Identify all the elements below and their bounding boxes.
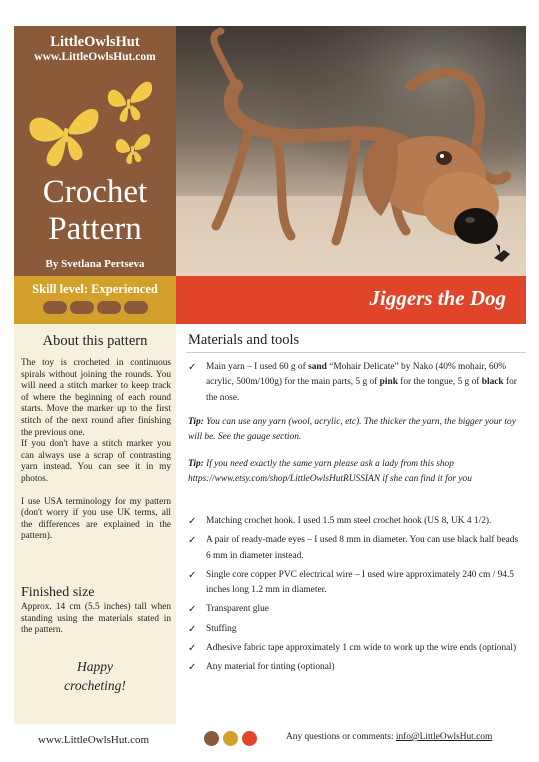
footer-dots: [204, 731, 257, 746]
list-item-text: Stuffing: [206, 623, 237, 634]
list-item: [186, 660, 522, 675]
happy-crocheting: [14, 657, 176, 695]
list-item-text: Matching crochet hook. I used 1.5 mm steel crochet hook (US 8, UK 4 1/2).: [206, 516, 492, 526]
brand-panel: [14, 26, 176, 276]
list-item: [186, 641, 522, 656]
list-item: [186, 568, 522, 599]
list-item-text: Adhesive fabric tape approximately 1 cm wide to work up the wire ends (optional): [206, 643, 517, 654]
materials-list-yarn: [186, 360, 522, 410]
contact-email-link[interactable]: info@LittleOwlsHut.com: [395, 732, 493, 742]
skill-pill: [43, 301, 67, 314]
check-icon: ✓: [188, 623, 197, 635]
about-title: About this pattern: [42, 333, 148, 349]
brand-name: LittleOwlsHut: [50, 34, 140, 50]
happy-line-2: crocheting!: [64, 678, 126, 693]
butterflies-icon: [14, 70, 176, 190]
yarn-text: for the tongue, 5 g of: [397, 377, 482, 388]
dog-photo: [176, 26, 526, 276]
title-line-1: Crochet: [42, 174, 148, 210]
mustard-dot-icon: [223, 731, 238, 746]
list-item-text: Single core copper PVC electrical wire – I used wire approximately 240 cm / 94.5 inches long 1.2 mm in diameter.: [206, 569, 514, 596]
list-item-text: Any material for tinting (optional): [206, 662, 335, 673]
butterfly-small-icon: [108, 82, 152, 122]
check-icon: ✓: [188, 604, 197, 616]
about-paragraph-2: If you don't have a stitch marker you can always use a scrap of contrasting yarn instead. You can see it in my photos.: [21, 439, 171, 484]
tip-shop: [188, 457, 521, 488]
footer-url[interactable]: www.LittleOwlsHut.com: [38, 734, 150, 746]
yarn-color-sand: sand: [308, 362, 327, 372]
footer-contact: [286, 732, 492, 742]
finished-size-title: Finished size: [21, 585, 95, 600]
check-icon: ✓: [188, 569, 197, 581]
check-icon: ✓: [188, 516, 197, 527]
yarn-color-black: black: [481, 377, 504, 388]
skill-level-label: Skill level: Experienced: [32, 282, 158, 296]
butterfly-large-icon: [29, 109, 98, 166]
tip-yarn: [188, 415, 521, 446]
skill-bar: [14, 276, 176, 324]
list-item: [186, 602, 522, 617]
butterfly-tiny-icon: [116, 134, 150, 164]
list-item: [186, 514, 522, 529]
red-dot-icon: [242, 731, 257, 746]
yarn-text: Main yarn – I used 60 g of: [206, 362, 309, 372]
finished-size-text: Approx. 14 cm (5.5 inches) tall when standing using the materials stated in the pattern.: [21, 602, 171, 636]
tip-label: Tip:: [188, 459, 204, 469]
tip-text: You can use any yarn (wool, acrylic, etc). The thicker the yarn, the bigger your toy will be. See the gauge section.: [188, 417, 516, 443]
check-icon: ✓: [188, 662, 197, 674]
left-sidebar: [14, 324, 176, 724]
about-paragraph-1: The toy is crocheted in continuous spirals without joining the rounds. You will need a stitch marker to keep track of where the beginning of each round starts. Move the marker up to the first stitch of the next round after finishing the previous one.: [21, 358, 171, 438]
list-item: [186, 533, 522, 564]
yarn-text: “Mohair Delicate” by Nako (40% mohair, 60% acrylic, 500m/100g) for the main parts, 5 g of: [206, 362, 507, 388]
divider: [186, 352, 526, 353]
list-item-text: Transparent glue: [206, 604, 269, 615]
check-icon: ✓: [188, 362, 197, 373]
yarn-text: for the nose.: [206, 377, 517, 403]
materials-list-tools: [186, 514, 522, 680]
about-text: [21, 358, 171, 554]
materials-title: Materials and tools: [188, 332, 300, 348]
skill-pill: [70, 301, 94, 314]
title-line-2: Pattern: [48, 211, 142, 247]
list-item-text: A pair of ready-made eyes – I used 8 mm in diameter. You can use black half beads 6 mm in diameter instead.: [206, 535, 519, 561]
author: By Svetlana Pertseva: [45, 258, 145, 270]
about-paragraph-3: I use USA terminology for my pattern (don't worry if you use UK terms, all the differences are explained in the pattern).: [21, 496, 171, 542]
yarn-color-pink: pink: [379, 377, 398, 388]
title-bar: [176, 276, 526, 324]
list-item: [186, 360, 522, 406]
check-icon: ✓: [188, 643, 197, 655]
contact-prefix: Any questions or comments:: [286, 732, 396, 742]
skill-pill: [97, 301, 121, 314]
tip-text: If you need exactly the same yarn please ask a lady from this shop https://www.etsy.com/shop/LittleOwlsHutRUSSIAN if she can find it for you: [188, 459, 472, 485]
skill-pill: [124, 301, 148, 314]
list-item: [186, 622, 522, 637]
check-icon: ✓: [188, 535, 197, 547]
skill-level-indicator: [43, 301, 148, 315]
brown-dot-icon: [204, 731, 219, 746]
tip-label: Tip:: [188, 417, 204, 427]
brand-url[interactable]: www.LittleOwlsHut.com: [34, 51, 156, 63]
happy-line-1: Happy: [77, 659, 113, 674]
pattern-title: Jiggers the Dog: [369, 286, 506, 310]
dog-photo-illustration: [176, 26, 526, 276]
crochet-pattern-title: [14, 174, 176, 248]
